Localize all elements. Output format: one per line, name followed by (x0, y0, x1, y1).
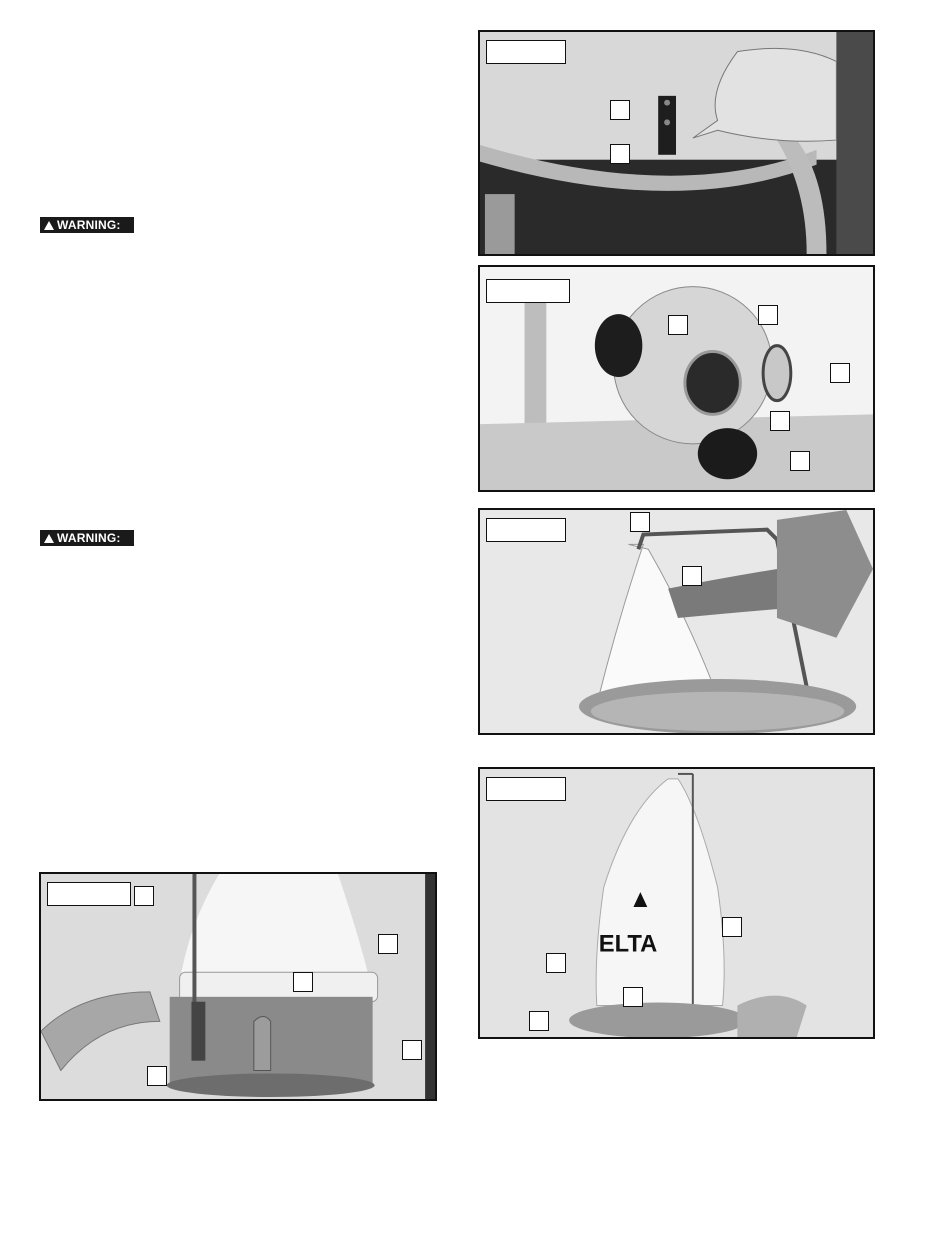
warning-text: WARNING: (57, 531, 121, 545)
bag-logo-text: ELTA (598, 931, 658, 958)
callout-box (758, 305, 778, 325)
figure-label (486, 777, 566, 801)
figure-photo (480, 32, 873, 254)
callout-box (134, 886, 154, 906)
figure-blower-inlet (478, 265, 875, 492)
warning-triangle-icon (44, 221, 54, 230)
callout-box (546, 953, 566, 973)
callout-box (610, 144, 630, 164)
figure-label (486, 518, 566, 542)
figure-drum-clamp (39, 872, 437, 1101)
callout-box (668, 315, 688, 335)
figure-bag-hanger (478, 508, 875, 735)
callout-box (830, 363, 850, 383)
figure-mounting-bracket (478, 30, 875, 256)
figure-photo (41, 874, 435, 1099)
warning-label-2 (40, 530, 134, 546)
callout-box (610, 100, 630, 120)
callout-box (147, 1066, 167, 1086)
callout-box (529, 1011, 549, 1031)
callout-box (790, 451, 810, 471)
warning-label-1 (40, 217, 134, 233)
figure-photo (480, 510, 873, 733)
callout-box (722, 917, 742, 937)
callout-box (293, 972, 313, 992)
callout-box (378, 934, 398, 954)
warning-text: WARNING: (57, 218, 121, 232)
figure-photo (480, 769, 873, 1037)
callout-box (623, 987, 643, 1007)
callout-box (770, 411, 790, 431)
figure-filter-bag (478, 767, 875, 1039)
callout-box (630, 512, 650, 532)
callout-box (682, 566, 702, 586)
figure-label (486, 40, 566, 64)
figure-label (486, 279, 570, 303)
warning-triangle-icon (44, 534, 54, 543)
callout-box (402, 1040, 422, 1060)
figure-label (47, 882, 131, 906)
